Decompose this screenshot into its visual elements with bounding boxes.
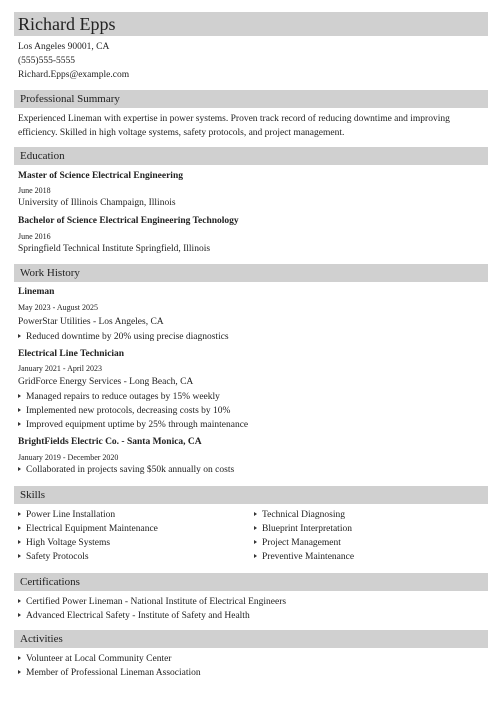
education-school: University of Illinois Champaign, Illinois <box>18 198 176 208</box>
education-date: June 2016 <box>18 232 51 241</box>
education-heading: Education <box>20 150 65 162</box>
bullet-icon <box>18 526 21 530</box>
job-bullet: Reduced downtime by 20% using precise diagnostics <box>18 331 229 344</box>
bullet-icon <box>18 599 21 603</box>
job-company: PowerStar Utilities - Los Angeles, CA <box>18 317 164 327</box>
summary-text: Experienced Lineman with expertise in power systems. Proven track record of reducing downtime and improving efficiency. Skilled in high voltage systems, safety protocols, and project management. <box>18 114 450 138</box>
bullet-icon <box>18 422 21 426</box>
skill-item: Safety Protocols <box>18 551 89 564</box>
activities-heading: Activities <box>20 633 63 645</box>
bullet-icon <box>18 394 21 398</box>
bullet-icon <box>18 656 21 660</box>
job-bullet: Improved equipment uptime by 25% through maintenance <box>18 419 248 432</box>
activity-item: Volunteer at Local Community Center <box>18 653 171 666</box>
education-school: Springfield Technical Institute Springfield, Illinois <box>18 244 211 254</box>
education-date: June 2018 <box>18 186 51 195</box>
bullet-icon <box>254 526 257 530</box>
education-degree: Bachelor of Science Electrical Engineering Technology <box>18 216 239 226</box>
bullet-icon <box>18 554 21 558</box>
work-heading: Work History <box>20 267 80 279</box>
bullet-icon <box>18 334 21 338</box>
bullet-icon <box>18 408 21 412</box>
contact-email: Richard.Epps@example.com <box>18 70 130 80</box>
candidate-name: Richard Epps <box>18 14 116 34</box>
skills-heading: Skills <box>20 489 46 501</box>
certifications-header-bar <box>14 573 488 591</box>
activity-item: Member of Professional Lineman Association <box>18 667 201 680</box>
job-title: Lineman <box>18 287 55 297</box>
skill-item: Project Management <box>254 537 341 550</box>
skill-item: Preventive Maintenance <box>254 551 354 564</box>
bullet-icon <box>254 512 257 516</box>
job-dates: May 2023 - August 2025 <box>18 303 98 312</box>
job-bullet: Implemented new protocols, decreasing costs by 10% <box>18 405 230 418</box>
activities-header-bar <box>14 630 488 648</box>
education-header-bar <box>14 147 488 165</box>
job-title: Electrical Line Technician <box>18 349 125 359</box>
job-dates: January 2019 - December 2020 <box>18 453 119 462</box>
job-bullet: Managed repairs to reduce outages by 15% weekly <box>18 391 220 404</box>
bullet-icon <box>18 613 21 617</box>
skill-item: Blueprint Interpretation <box>254 523 352 536</box>
skill-item: High Voltage Systems <box>18 537 110 550</box>
bullet-icon <box>18 512 21 516</box>
certification-item: Certified Power Lineman - National Institute of Electrical Engineers <box>18 596 286 609</box>
job-company: GridForce Energy Services - Long Beach, CA <box>18 377 194 387</box>
bullet-icon <box>254 540 257 544</box>
bullet-icon <box>18 467 21 471</box>
bullet-icon <box>18 670 21 674</box>
job-bullet: Collaborated in projects saving $50k annually on costs <box>18 464 234 477</box>
summary-heading: Professional Summary <box>20 93 120 105</box>
certification-item: Advanced Electrical Safety - Institute of Safety and Health <box>18 610 250 623</box>
skill-item: Electrical Equipment Maintenance <box>18 523 158 536</box>
work-header-bar <box>14 264 488 282</box>
skill-item: Power Line Installation <box>18 509 115 522</box>
contact-address: Los Angeles 90001, CA <box>18 42 110 52</box>
job-dates: January 2021 - April 2023 <box>18 364 102 373</box>
job-title: BrightFields Electric Co. - Santa Monica, CA <box>18 437 202 447</box>
contact-phone: (555)555-5555 <box>18 56 75 66</box>
skill-item: Technical Diagnosing <box>254 509 345 522</box>
bullet-icon <box>18 540 21 544</box>
certifications-heading: Certifications <box>20 576 80 588</box>
bullet-icon <box>254 554 257 558</box>
education-degree: Master of Science Electrical Engineering <box>18 171 183 181</box>
skills-header-bar <box>14 486 488 504</box>
